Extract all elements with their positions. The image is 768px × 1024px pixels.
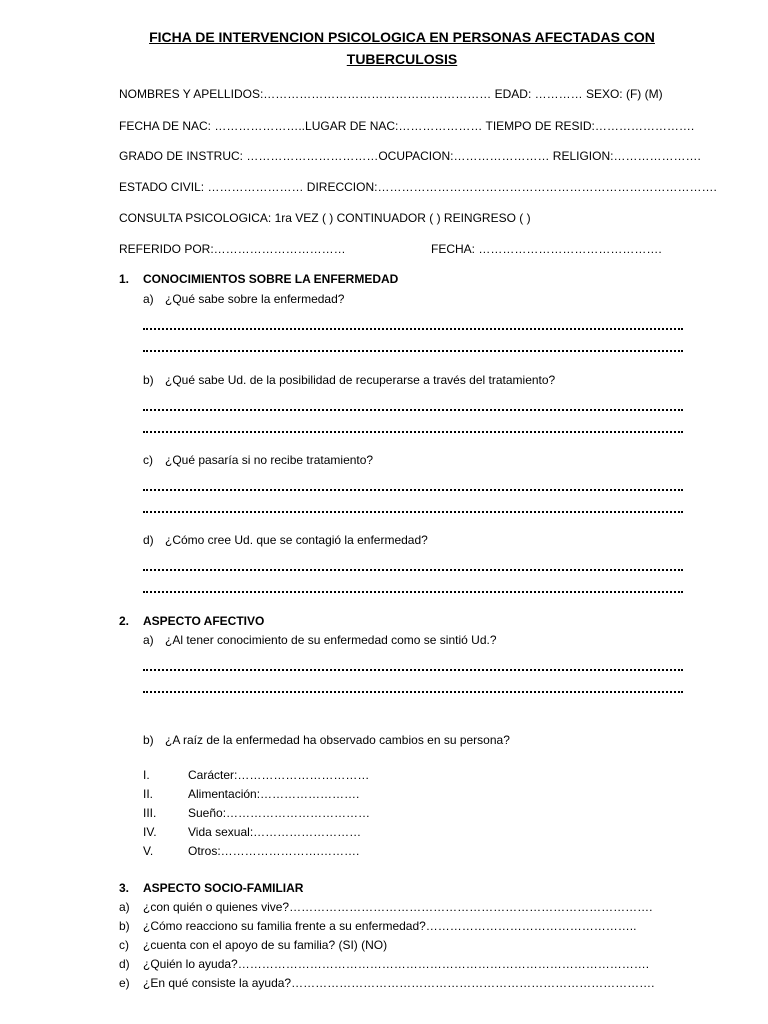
field-grado-ocupacion-religion: GRADO DE INSTRUC: ……………………………OCUPACION:…………………… RELIGION:…………………. xyxy=(119,149,701,163)
answer-line xyxy=(143,423,683,433)
q1a-letter: a) xyxy=(143,292,154,306)
q3c-text: ¿cuenta con el apoyo de su familia? (SI) (NO) xyxy=(143,938,388,952)
answer-line xyxy=(143,503,683,513)
q1b-letter: b) xyxy=(143,373,154,387)
answer-line xyxy=(143,561,683,571)
item-otros: Otros:…………………….………. xyxy=(188,844,360,858)
item-caracter: Carácter:…………………………… xyxy=(188,768,370,782)
q3b-letter: b) xyxy=(119,919,130,933)
q3a-text: ¿con quién o quienes vive?………………………………………………………………………………. xyxy=(143,900,653,914)
q3e-text: ¿En qué consiste la ayuda?………………………………………………………………………………. xyxy=(143,976,655,990)
item-alimentacion: Alimentación:……………………. xyxy=(188,787,360,801)
field-fecha-lugar-tiempo: FECHA DE NAC: …………………..LUGAR DE NAC:………………… TIEMPO DE RESID:……………………. xyxy=(119,119,695,133)
item-roman: I. xyxy=(143,768,150,782)
item-roman: III. xyxy=(143,806,157,820)
q2b-text: ¿A raíz de la enfermedad ha observado cambios en su persona? xyxy=(165,733,510,747)
field-estado-civil-direccion: ESTADO CIVIL: …………………… DIRECCION:…………………………………………………………………………. xyxy=(119,180,717,194)
section3-number: 3. xyxy=(119,881,130,895)
q3e-letter: e) xyxy=(119,976,130,990)
section1-number: 1. xyxy=(119,272,130,286)
answer-line xyxy=(143,661,683,671)
q3d-letter: d) xyxy=(119,957,130,971)
answer-line xyxy=(143,481,683,491)
field-consulta-psicologica: CONSULTA PSICOLOGICA: 1ra VEZ ( ) CONTINUADOR ( ) REINGRESO ( ) xyxy=(119,211,531,225)
section1-heading: CONOCIMIENTOS SOBRE LA ENFERMEDAD xyxy=(143,272,399,286)
q1c-text: ¿Qué pasaría si no recibe tratamiento? xyxy=(165,453,374,467)
field-fecha: FECHA: ………………………………………. xyxy=(431,242,662,256)
answer-line xyxy=(143,401,683,411)
q3b-text: ¿Cómo reacciono su familia frente a su enfermedad?…………………………………………….. xyxy=(143,919,637,933)
field-nombres-edad-sexo: NOMBRES Y APELLIDOS:………………………………………………… EDAD: ………… SEXO: (F) (M) xyxy=(119,87,663,101)
q1c-letter: c) xyxy=(143,453,153,467)
q1b-text: ¿Qué sabe Ud. de la posibilidad de recuperarse a través del tratamiento? xyxy=(165,373,556,387)
q1d-letter: d) xyxy=(143,533,154,547)
q1a-text: ¿Qué sabe sobre la enfermedad? xyxy=(165,292,345,306)
form-title xyxy=(100,26,704,70)
q2a-text: ¿Al tener conocimiento de su enfermedad como se sintió Ud.? xyxy=(165,633,497,647)
q1d-text: ¿Cómo cree Ud. que se contagió la enfermedad? xyxy=(165,533,428,547)
answer-line xyxy=(143,342,683,352)
item-roman: V. xyxy=(143,844,154,858)
answer-line xyxy=(143,683,683,693)
q3a-letter: a) xyxy=(119,900,130,914)
title-line-1: FICHA DE INTERVENCION PSICOLOGICA EN PERSONAS AFECTADAS CON xyxy=(149,29,655,45)
item-roman: II. xyxy=(143,787,154,801)
section2-heading: ASPECTO AFECTIVO xyxy=(143,614,265,628)
item-sueno: Sueño:……………………………… xyxy=(188,806,371,820)
item-vida-sexual: Vida sexual:……………………… xyxy=(188,825,362,839)
q3c-letter: c) xyxy=(119,938,129,952)
section2-number: 2. xyxy=(119,614,130,628)
q2b-letter: b) xyxy=(143,733,154,747)
answer-line xyxy=(143,583,683,593)
title-line-2: TUBERCULOSIS xyxy=(346,51,458,67)
section3-heading: ASPECTO SOCIO-FAMILIAR xyxy=(143,881,304,895)
q3d-text: ¿Quién lo ayuda?…………………………………………………………………………………………. xyxy=(143,957,650,971)
q2a-letter: a) xyxy=(143,633,154,647)
answer-line xyxy=(143,320,683,330)
item-roman: IV. xyxy=(143,825,157,839)
field-referido-por: REFERIDO POR:…………………………… xyxy=(119,242,346,256)
